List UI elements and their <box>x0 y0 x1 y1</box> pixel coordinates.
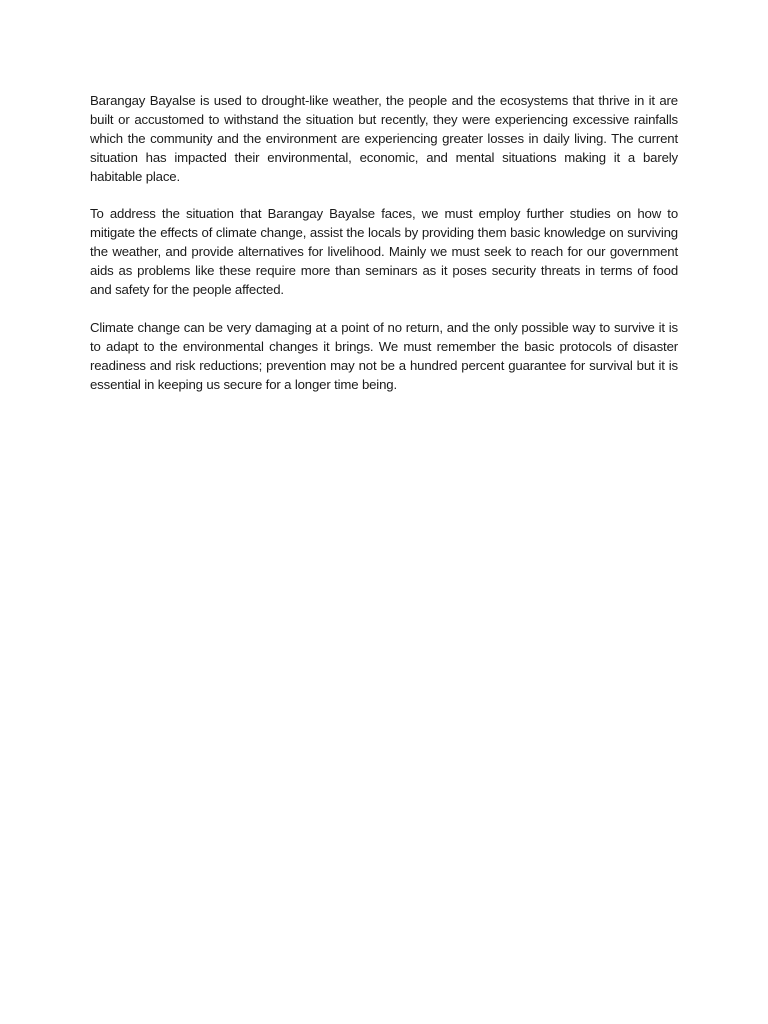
paragraph-conclusion: Climate change can be very damaging at a point of no return, and the only possible way to survive it is to adapt to the environmental changes it brings. We must remember the basic protocols of disaster readiness and risk reductions; prevention may not be a hundred percent guarantee for survival but it is essential in keeping us secure for a longer time being. <box>90 319 678 392</box>
document-body <box>90 92 678 413</box>
paragraph-solutions: To address the situation that Barangay Bayalse faces, we must employ further studies on how to mitigate the effects of climate change, assist the locals by providing them basic knowledge on surviving the weather, and provide alternatives for livelihood. Mainly we must seek to reach for our government aids as problems like these require more than seminars as it poses security threats in terms of food and safety for the people affected. <box>90 206 678 298</box>
paragraph-situation: Barangay Bayalse is used to drought-like weather, the people and the ecosystems that thrive in it are built or accustomed to withstand the situation but recently, they were experiencing excessive rainfalls which the community and the environment are experiencing greater losses in daily living. The current situation has impacted their environmental, economic, and mental situations making it a barely habitable place. <box>90 93 678 184</box>
